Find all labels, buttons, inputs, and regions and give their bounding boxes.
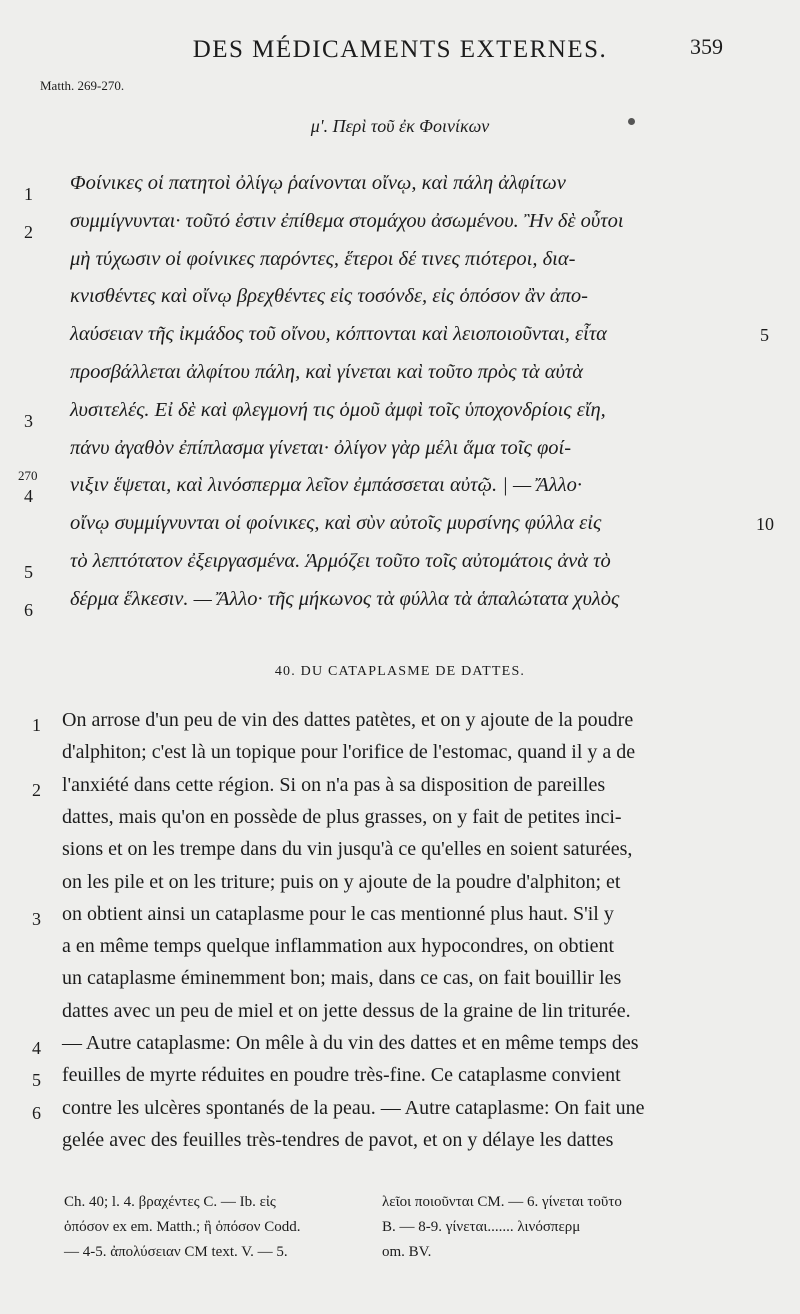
running-title: DES MÉDICAMENTS EXTERNES. — [192, 36, 608, 63]
greek-line-number: 3 — [24, 410, 33, 431]
french-line: dattes avec un peu de miel et on jette dessus de la graine de lin triturée. — [62, 999, 631, 1022]
greek-line-number: 4 — [24, 486, 33, 507]
greek-line: μὴ τύχωσιν οἱ φοίνικες παρόντες, ἕτεροι δέ τινες πιότεροι, δια- — [70, 247, 576, 270]
footnote-line: ὁπόσον ex em. Matth.; ἢ ὁπόσον Codd. — [64, 1219, 301, 1235]
edition-reference: Matth. 269-270. — [40, 78, 125, 93]
page-number: 359 — [690, 34, 723, 59]
greek-line: Φοίνικες οἱ πατητοὶ ὀλίγῳ ῥαίνονται οἴνῳ, καὶ πάλη ἀλφίτων — [70, 172, 566, 194]
footnote-line: λεῖοι ποιοῦνται CM. — 6. γίνεται τοῦτο — [382, 1194, 622, 1210]
french-line: gelée avec des feuilles très-tendres de pavot, et on y délaye les dattes — [62, 1128, 614, 1151]
french-line: l'anxiété dans cette région. Si on n'a pas à sa disposition de pareilles — [62, 773, 606, 796]
french-line: on les pile et on les triture; puis on y ajoute de la poudre d'alphiton; et — [62, 870, 621, 893]
greek-margin-line-number: 5 — [760, 325, 769, 346]
french-line: on obtient ainsi un cataplasme pour le cas mentionné plus haut. S'il y — [62, 902, 614, 925]
greek-line: λαύσειαν τῆς ἰκμάδος τοῦ οἴνου, κόπτονται καὶ λειοποιοῦνται, εἶτα — [70, 323, 607, 346]
greek-line-number: 1 — [24, 184, 33, 204]
footnote-line: B. — 8-9. γίνεται....... λινόσπερμ — [382, 1219, 581, 1235]
greek-line: πάνυ ἀγαθὸν ἐπίπλασμα γίνεται· ὀλίγον γὰρ μέλι ἅμα τοῖς φοί- — [70, 436, 572, 459]
greek-line: κνισθέντες καὶ οἴνῳ βρεχθέντες εἰς τοσόνδε, εἰς ὁπόσον ἂν ἀπο- — [70, 285, 588, 308]
footnote-line: — 4-5. ἀπολύσειαν CM text. V. — 5. — [64, 1244, 288, 1260]
french-line-number: 4 — [32, 1038, 41, 1058]
french-line-number: 6 — [32, 1102, 41, 1123]
footnotes-left-column — [64, 1190, 394, 1265]
french-line: d'alphiton; c'est là un topique pour l'orifice de l'estomac, quand il y a de — [62, 741, 636, 764]
greek-line: νιξιν ἕψεται, καὶ λινόσπερμα λεῖον ἐμπάσσεται αὐτῷ. | — Ἄλλο· — [70, 474, 582, 497]
matthaei-page-reference: 270 — [18, 468, 38, 484]
french-line: un cataplasme éminemment bon; mais, dans ce cas, on fait bouillir les — [62, 967, 622, 990]
french-line-number: 3 — [32, 908, 41, 929]
french-line: — Autre cataplasme: On mêle à du vin des dattes et en même temps des — [62, 1032, 639, 1054]
greek-line: προσβάλλεται ἀλφίτου πάλη, καὶ γίνεται καὶ τοῦτο πρὸς τὰ αὐτὰ — [70, 361, 584, 383]
greek-line-number: 5 — [24, 562, 33, 582]
footnotes-right-column — [382, 1190, 712, 1265]
greek-chapter-heading: μ'. Περὶ τοῦ ἐκ Φοινίκων — [310, 116, 490, 136]
greek-line: τὸ λεπτότατον ἐξειργασμένα. Ἁρμόζει τοῦτο τοῖς αὐτομάτοις ἀνὰ τὸ — [70, 550, 611, 572]
french-line-number: 2 — [32, 779, 41, 800]
ink-spot — [628, 118, 635, 125]
greek-line-number: 6 — [24, 599, 33, 620]
greek-line: οἴνῳ συμμίγνυνται οἱ φοίνικες, καὶ σὺν αὐτοῖς μυρσίνης φύλλα εἰς — [70, 512, 602, 535]
french-chapter-heading: 40. DU CATAPLASME DE DATTES. — [274, 664, 526, 679]
french-line: dattes, mais qu'on en possède de plus grasses, on y fait de petites inci- — [62, 805, 622, 828]
french-line: sions et on les trempe dans du vin jusqu'à ce qu'elles en soient saturées, — [62, 838, 633, 861]
french-line-number: 1 — [32, 715, 41, 735]
footnote-line: om. BV. — [382, 1244, 432, 1260]
french-line: a en même temps quelque inflammation aux hypocondres, on obtient — [62, 935, 615, 958]
greek-margin-line-number: 10 — [756, 514, 774, 535]
french-line: contre les ulcères spontanés de la peau. — Autre cataplasme: On fait une — [62, 1096, 645, 1119]
french-line: feuilles de myrte réduites en poudre très-fine. Ce cataplasme convient — [62, 1064, 621, 1087]
footnote-line: Ch. 40; l. 4. βραχέντες C. — Ib. εἰς — [64, 1194, 276, 1210]
greek-line: λυσιτελές. Εἰ δὲ καὶ φλεγμονή τις ὁμοῦ ἀμφὶ τοῖς ὑποχονδρίοις εἴη, — [70, 398, 606, 421]
french-line: On arrose d'un peu de vin des dattes patètes, et on y ajoute de la poudre — [62, 709, 634, 731]
greek-line-number: 2 — [24, 221, 33, 242]
greek-line: συμμίγνυνται· τοῦτό ἐστιν ἐπίθεμα στομάχου ἀσωμένου. Ἢν δὲ οὗτοι — [70, 209, 624, 232]
greek-line: δέρμα ἕλκεσιν. — Ἄλλο· τῆς μήκωνος τὰ φύλλα τὰ ἁπαλώτατα χυλὸς — [70, 587, 620, 610]
french-line-number: 5 — [32, 1070, 41, 1091]
